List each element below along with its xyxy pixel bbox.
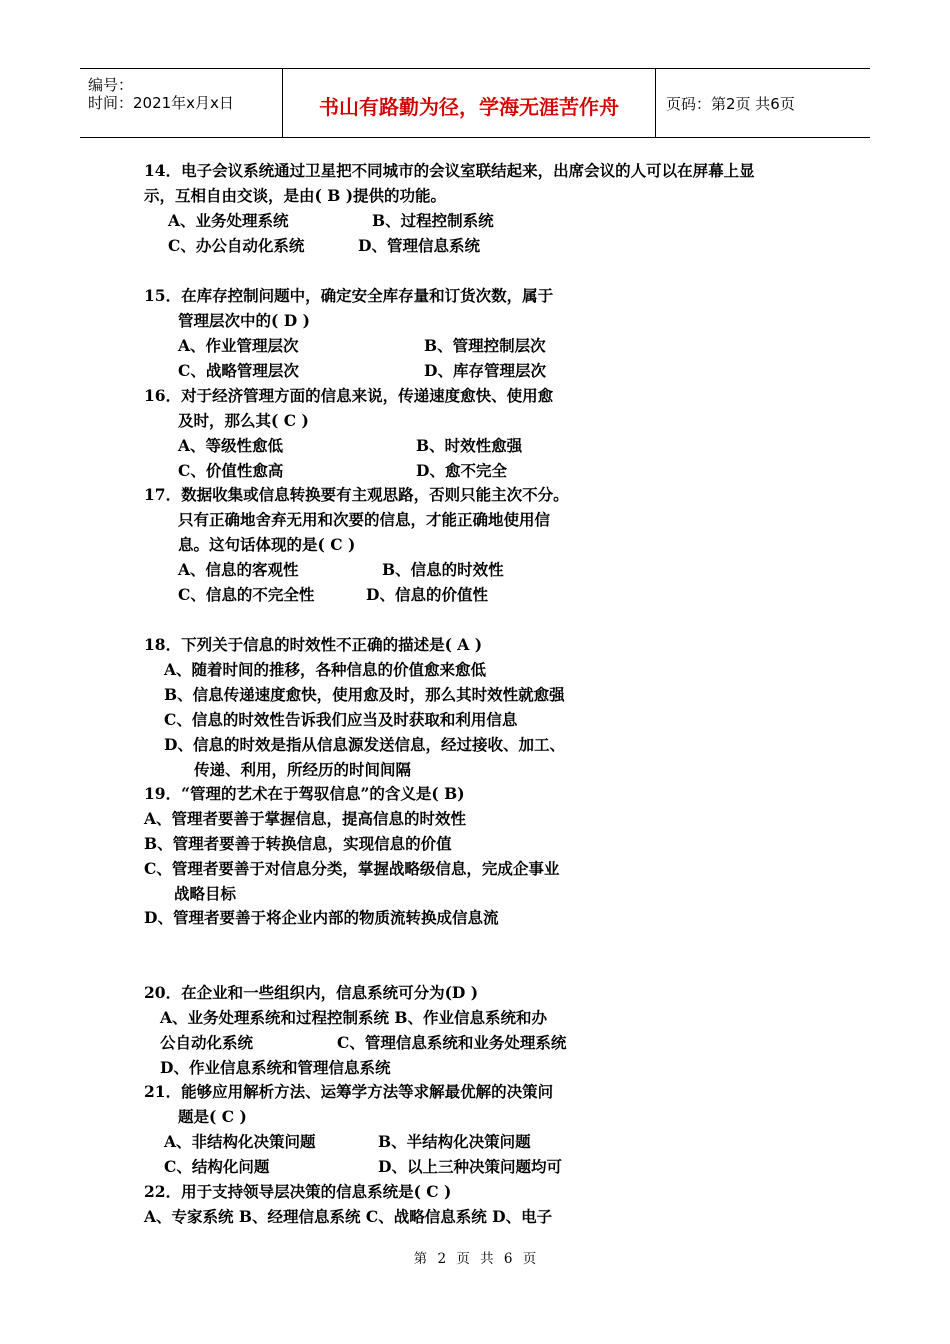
q21-option-c: C、结构化问题 — [164, 1157, 270, 1176]
q15-line1: 15．在库存控制问题中，确定安全库存量和订货次数，属于 — [144, 286, 554, 305]
q15-option-a: A、作业管理层次 — [178, 336, 299, 355]
q15-line2: 管理层次中的( D ) — [178, 311, 310, 330]
q21-option-d: D、以上三种决策问题均可 — [378, 1157, 562, 1176]
q18-option-c: C、信息的时效性告诉我们应当及时获取和利用信息 — [164, 710, 518, 729]
q17-option-a: A、信息的客观性 — [178, 560, 299, 579]
q19-option-a: A、管理者要善于掌握信息，提高信息的时效性 — [144, 809, 467, 828]
time-label: 时间：2021年x月x日 — [88, 94, 234, 112]
q14-line1: 14．电子会议系统通过卫星把不同城市的会议室联结起来，出席会议的人可以在屏幕上显 — [144, 161, 755, 180]
q14-option-b: B、过程控制系统 — [372, 211, 494, 230]
motto: 书山有路勤为径，学海无涯苦作舟 — [319, 95, 619, 119]
q19-option-d: D、管理者要善于将企业内部的物质流转换成信息流 — [144, 908, 499, 927]
q19-option-c-line1: C、管理者要善于对信息分类，掌握战略级信息，完成企事业 — [144, 859, 560, 878]
q17-option-c: C、信息的不完全性 — [178, 585, 315, 604]
q20-option-ab: A、业务处理系统和过程控制系统 B、作业信息系统和办 — [160, 1008, 548, 1027]
page-info: 页码：第2页 共6页 — [666, 95, 795, 113]
q14-option-d: D、管理信息系统 — [358, 236, 480, 255]
q15-option-d: D、库存管理层次 — [424, 361, 546, 380]
q15-option-c: C、战略管理层次 — [178, 361, 299, 380]
q20-line1: 20．在企业和一些组织内，信息系统可分为(D ) — [144, 983, 479, 1002]
q14-line2: 示，互相自由交谈，是由( B )提供的功能。 — [144, 186, 447, 205]
q17-line2: 只有正确地舍弃无用和次要的信息，才能正确地使用信 — [178, 510, 551, 529]
q20-option-b-cont: 公自动化系统 — [160, 1033, 254, 1052]
q19-line1: 19．“管理的艺术在于驾驭信息”的含义是( B) — [144, 784, 465, 803]
q18-option-d-line1: D、信息的时效是指从信息源发送信息，经过接收、加工、 — [164, 735, 565, 754]
q18-line1: 18．下列关于信息的时效性不正确的描述是( A ) — [144, 635, 483, 654]
q18-option-a: A、随着时间的推移，各种信息的价值愈来愈低 — [164, 660, 487, 679]
q16-line1: 16．对于经济管理方面的信息来说，传递速度愈快、使用愈 — [144, 386, 554, 405]
q17-line3: 息。这句话体现的是( C ) — [178, 535, 356, 554]
q16-option-d: D、愈不完全 — [416, 461, 507, 480]
q17-line1: 17．数据收集或信息转换要有主观思路，否则只能主次不分。 — [144, 485, 569, 504]
header-page-cell — [656, 69, 870, 137]
number-label: 编号： — [88, 76, 134, 94]
q21-line1: 21．能够应用解析方法、运筹学方法等求解最优解的决策问 — [144, 1082, 554, 1101]
q19-option-b: B、管理者要善于转换信息，实现信息的价值 — [144, 834, 452, 853]
q21-option-a: A、非结构化决策问题 — [164, 1132, 316, 1151]
header-table — [80, 68, 870, 138]
q16-line2: 及时，那么其( C ) — [178, 411, 309, 430]
q18-option-b: B、信息传递速度愈快，使用愈及时，那么其时效性就愈强 — [164, 685, 565, 704]
q21-option-b: B、半结构化决策问题 — [378, 1132, 531, 1151]
q14-option-c: C、办公自动化系统 — [168, 236, 305, 255]
q17-option-d: D、信息的价值性 — [366, 585, 488, 604]
q22-line1: 22．用于支持领导层决策的信息系统是( C ) — [144, 1182, 452, 1201]
q17-option-b: B、信息的时效性 — [382, 560, 504, 579]
q14-option-a: A、业务处理系统 — [168, 211, 289, 230]
q20-option-d: D、作业信息系统和管理信息系统 — [160, 1058, 391, 1077]
q16-option-c: C、价值性愈高 — [178, 461, 284, 480]
q22-options: A、专家系统 B、经理信息系统 C、战略信息系统 D、电子 — [144, 1207, 553, 1226]
header-motto-cell — [283, 69, 656, 137]
header-meta-cell — [80, 69, 283, 137]
q16-option-a: A、等级性愈低 — [178, 436, 284, 455]
q21-line2: 题是( C ) — [178, 1107, 247, 1126]
q19-option-c-line2: 战略目标 — [174, 884, 237, 903]
q18-option-d-line2: 传递、利用，所经历的时间间隔 — [194, 760, 412, 779]
q20-option-c: C、管理信息系统和业务处理系统 — [337, 1033, 567, 1052]
page-footer: 第 2 页 共 6 页 — [413, 1251, 537, 1267]
q15-option-b: B、管理控制层次 — [424, 336, 546, 355]
q16-option-b: B、时效性愈强 — [416, 436, 523, 455]
